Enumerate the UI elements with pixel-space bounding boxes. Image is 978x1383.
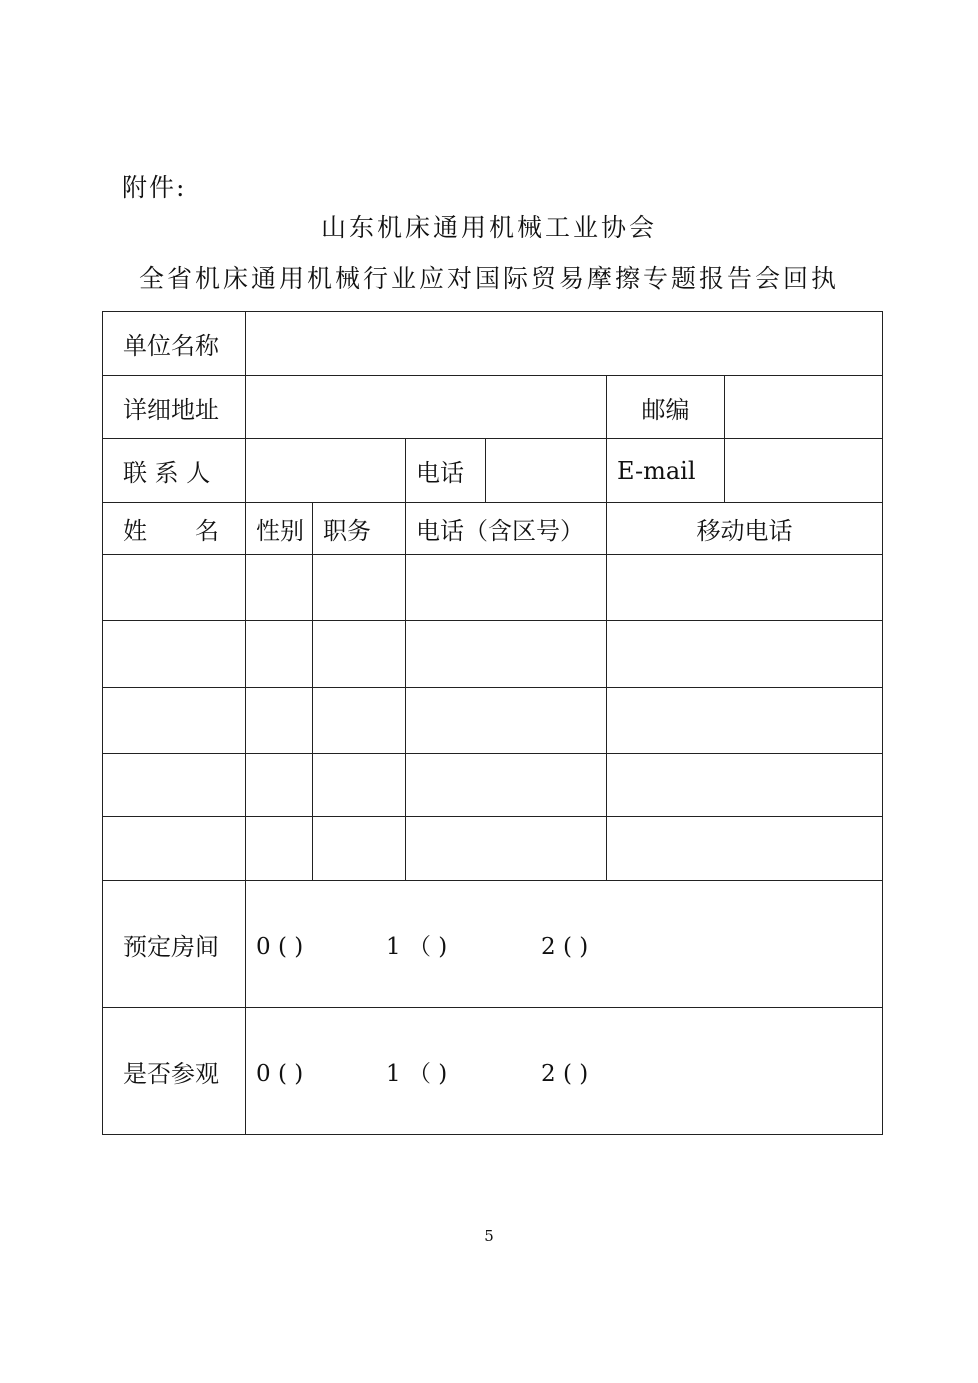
- postcode-label: 邮编: [607, 376, 725, 439]
- address-label: 详细地址: [103, 376, 246, 439]
- attendee-name-cell[interactable]: [103, 621, 246, 688]
- attendee-position-cell[interactable]: [313, 754, 406, 817]
- room-option-0[interactable]: 0 ( ): [256, 933, 304, 960]
- attendee-phone-cell[interactable]: [406, 817, 607, 881]
- room-option-2[interactable]: 2 ( ): [541, 933, 589, 960]
- attendee-position-cell[interactable]: [313, 621, 406, 688]
- attendee-gender-cell[interactable]: [246, 817, 313, 881]
- visit-option-0[interactable]: 0 ( ): [256, 1060, 304, 1087]
- attendee-mobile-cell[interactable]: [607, 555, 883, 621]
- reply-form-table: [102, 311, 883, 1135]
- visit-option-1[interactable]: 1 （ ): [386, 1060, 448, 1087]
- attachment-label: 附件:: [122, 173, 187, 202]
- attendee-gender-cell[interactable]: [246, 621, 313, 688]
- email-label: E-mail: [607, 439, 725, 503]
- address-field[interactable]: [246, 376, 607, 439]
- column-header-phone-area: 电话（含区号）: [406, 503, 607, 555]
- attendee-name-cell[interactable]: [103, 817, 246, 881]
- attendee-mobile-cell[interactable]: [607, 621, 883, 688]
- attendee-phone-cell[interactable]: [406, 754, 607, 817]
- room-booking-options: [246, 881, 883, 1008]
- table-row: [103, 688, 883, 754]
- attendee-mobile-cell[interactable]: [607, 817, 883, 881]
- attendee-mobile-cell[interactable]: [607, 688, 883, 754]
- attendee-position-cell[interactable]: [313, 688, 406, 754]
- attendee-gender-cell[interactable]: [246, 555, 313, 621]
- contact-field[interactable]: [246, 439, 406, 503]
- column-header-gender: 性别: [246, 503, 313, 555]
- unit-name-field[interactable]: [246, 312, 883, 376]
- attendee-mobile-cell[interactable]: [607, 754, 883, 817]
- document-title-main: 全省机床通用机械行业应对国际贸易摩擦专题报告会回执: [138, 264, 839, 293]
- attendee-phone-cell[interactable]: [406, 555, 607, 621]
- attendee-name-cell[interactable]: [103, 754, 246, 817]
- attendee-gender-cell[interactable]: [246, 754, 313, 817]
- visit-options: [246, 1008, 883, 1135]
- column-header-mobile: 移动电话: [607, 503, 883, 555]
- email-field[interactable]: [725, 439, 883, 503]
- unit-name-label: 单位名称: [103, 312, 246, 376]
- table-row: [103, 754, 883, 817]
- contact-label: 联 系 人: [103, 439, 246, 503]
- attendee-gender-cell[interactable]: [246, 688, 313, 754]
- visit-option-2[interactable]: 2 ( ): [541, 1060, 589, 1087]
- attendee-position-cell[interactable]: [313, 555, 406, 621]
- room-option-1[interactable]: 1 （ ): [386, 933, 448, 960]
- column-header-position: 职务: [313, 503, 406, 555]
- attendee-phone-cell[interactable]: [406, 621, 607, 688]
- phone-field[interactable]: [486, 439, 607, 503]
- room-booking-label: 预定房间: [103, 881, 246, 1008]
- phone-label: 电话: [406, 439, 486, 503]
- table-row: [103, 621, 883, 688]
- visit-label: 是否参观: [103, 1008, 246, 1135]
- table-row: [103, 817, 883, 881]
- attendee-position-cell[interactable]: [313, 817, 406, 881]
- table-row: [103, 555, 883, 621]
- document-title-org: 山东机床通用机械工业协会: [320, 213, 657, 242]
- attendee-name-cell[interactable]: [103, 688, 246, 754]
- column-header-name: 姓 名: [103, 503, 246, 555]
- postcode-field[interactable]: [725, 376, 883, 439]
- attendee-phone-cell[interactable]: [406, 688, 607, 754]
- attendee-name-cell[interactable]: [103, 555, 246, 621]
- page-number: 5: [484, 1227, 494, 1245]
